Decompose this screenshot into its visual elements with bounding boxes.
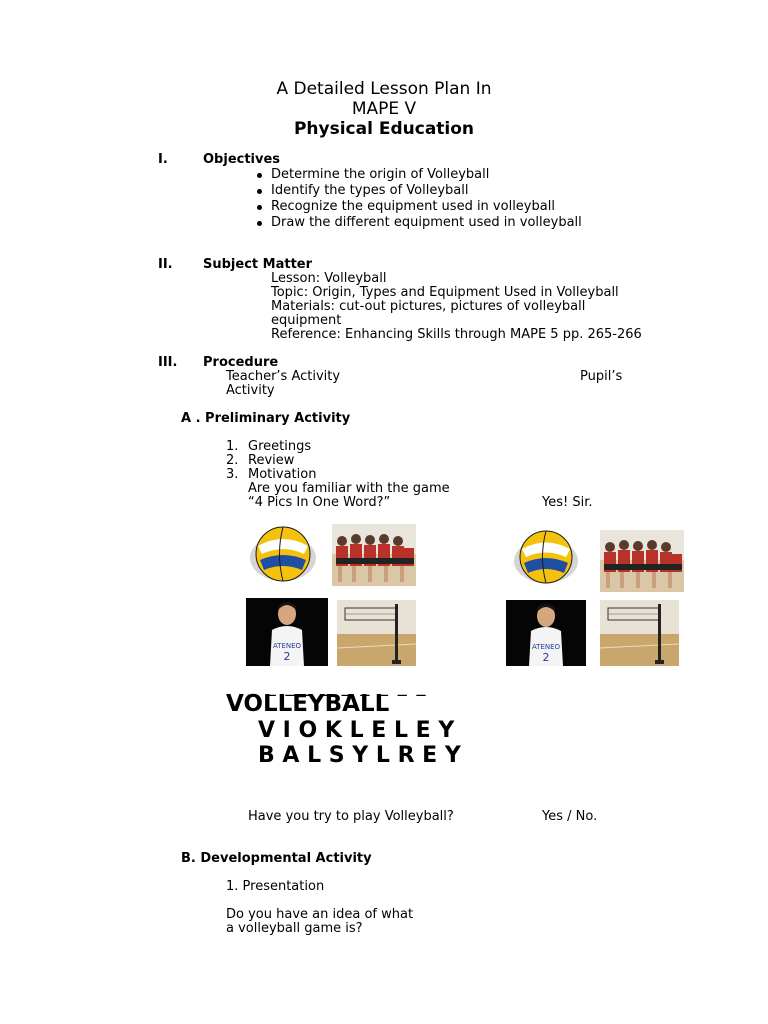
subject-materials-cont: equipment [271,313,342,328]
bullet-icon [257,221,262,226]
presentation-question: Do you have an idea of what [226,907,414,922]
presentation-question-cont: a volleyball game is? [226,921,363,936]
subject-numeral: II. [158,257,173,272]
svg-text:ATENEO: ATENEO [531,643,561,651]
list-item: Motivation [248,467,317,482]
list-item-number: 3. [226,467,239,482]
play-question: Have you try to play Volleyball? [248,809,454,824]
procedure-numeral: III. [158,355,178,370]
scrambled-letters-1: V I O K L E L E Y [258,718,455,743]
bullet-icon [257,189,262,194]
team-huddle-image [332,524,416,586]
doc-title-line2: MAPE V [351,99,417,119]
scrambled-letters-2: B A L S Y L R E Y [258,743,461,768]
list-item: Recognize the equipment used in volleyball [271,199,555,214]
pupil-answer: Yes! Sir. [542,495,593,510]
list-item: Identify the types of Volleyball [271,183,469,198]
answer-blanks: _ _ _ _ _ _ _ _ _ _ [248,676,428,697]
svg-text:2: 2 [283,650,291,663]
procedure-heading: Procedure [203,355,279,370]
list-item: Draw the different equipment used in volleyball [271,215,582,230]
subject-topic: Topic: Origin, Types and Equipment Used in Volleyball [271,285,619,300]
list-item: Greetings [248,439,312,454]
player-image [506,600,586,666]
volleyball-image [510,528,582,588]
pupil-column-label: Pupil’s [580,369,623,384]
teacher-column-label: Teacher’s Activity [226,369,341,384]
player-image [246,598,328,666]
volleyball-image [246,524,320,586]
presentation-label: 1. Presentation [226,879,325,894]
bullet-icon [257,173,262,178]
objectives-heading: Objectives [203,152,281,167]
doc-title-line1: A Detailed Lesson Plan In [276,79,492,99]
svg-text:ATENEO: ATENEO [272,642,302,650]
team-huddle-image [600,530,684,592]
play-answer: Yes / No. [542,809,598,824]
volleyball-net-image [337,600,416,666]
preliminary-heading: A . Preliminary Activity [181,411,351,426]
doc-title-line3: Physical Education [293,119,475,139]
pupil-column-label-cont: Activity [226,383,275,398]
subject-heading: Subject Matter [203,257,313,272]
subject-materials: Materials: cut-out pictures, pictures of volleyball [271,299,586,314]
svg-text:2: 2 [542,651,550,664]
volleyball-net-image [600,600,679,666]
list-item-number: 2. [226,453,239,468]
list-item: Review [248,453,295,468]
list-item-number: 1. [226,439,239,454]
objectives-numeral: I. [158,152,168,167]
bullet-icon [257,205,262,210]
puzzle-answer: VOLLEYBALL [226,691,390,717]
list-item: Determine the origin of Volleyball [271,167,490,182]
developmental-heading: B. Developmental Activity [181,851,372,866]
subject-lesson: Lesson: Volleyball [271,271,387,286]
subject-reference: Reference: Enhancing Skills through MAPE 5 pp. 265-266 [271,327,642,342]
motivation-question-cont: “4 Pics In One Word?” [248,495,391,510]
motivation-question: Are you familiar with the game [248,481,450,496]
